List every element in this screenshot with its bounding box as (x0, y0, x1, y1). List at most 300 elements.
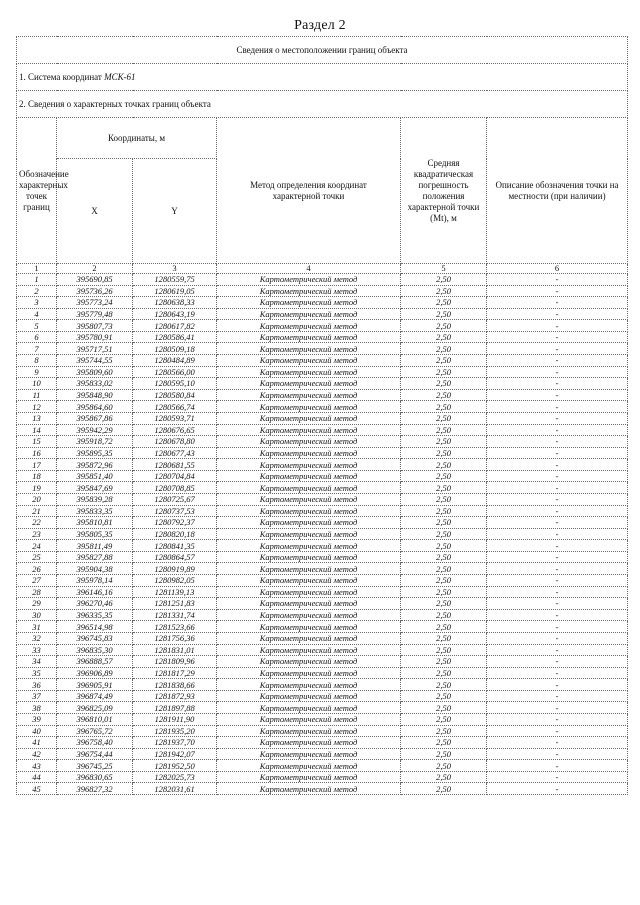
table-row (17, 667, 628, 679)
method: Картометрический метод (217, 737, 401, 749)
table-row (17, 621, 628, 633)
table-row (17, 401, 628, 413)
error: 2,50 (401, 679, 487, 691)
description: - (487, 517, 628, 529)
coord-y: 1280725,67 (133, 493, 217, 505)
table-row (17, 378, 628, 390)
column-number: 2 (57, 264, 133, 274)
table-row (17, 274, 628, 286)
point-number: 11 (17, 389, 57, 401)
coord-y: 1281872,93 (133, 690, 217, 702)
table-row (17, 459, 628, 471)
table-row (17, 528, 628, 540)
description: - (487, 470, 628, 482)
point-number: 38 (17, 702, 57, 714)
coord-y: 1280919,89 (133, 563, 217, 575)
point-number: 3 (17, 297, 57, 309)
header-description: Описание обозначения точки на местности (при наличии) (487, 118, 628, 264)
point-number: 22 (17, 517, 57, 529)
table-row (17, 470, 628, 482)
description: - (487, 412, 628, 424)
coord-y: 1281756,36 (133, 632, 217, 644)
table-row (17, 563, 628, 575)
coord-y: 1280737,53 (133, 505, 217, 517)
table-row (17, 308, 628, 320)
method: Картометрический метод (217, 771, 401, 783)
table-row (17, 598, 628, 610)
point-number: 21 (17, 505, 57, 517)
method: Картометрический метод (217, 690, 401, 702)
method: Картометрический метод (217, 783, 401, 795)
description: - (487, 690, 628, 702)
coord-x: 396835,30 (57, 644, 133, 656)
description: - (487, 274, 628, 286)
points-section-title: 2. Сведения о характерных точках границ объекта (17, 91, 628, 118)
coord-x: 396270,46 (57, 598, 133, 610)
coord-y: 1281331,74 (133, 609, 217, 621)
table-row (17, 551, 628, 563)
description: - (487, 621, 628, 633)
coord-x: 395744,55 (57, 355, 133, 367)
point-number: 34 (17, 656, 57, 668)
coord-x: 396874,49 (57, 690, 133, 702)
point-number: 37 (17, 690, 57, 702)
error: 2,50 (401, 644, 487, 656)
method: Картометрический метод (217, 424, 401, 436)
point-number: 32 (17, 632, 57, 644)
method: Картометрический метод (217, 297, 401, 309)
method: Картометрический метод (217, 320, 401, 332)
header-coordinates: Координаты, м (57, 118, 217, 159)
point-number: 6 (17, 331, 57, 343)
method: Картометрический метод (217, 459, 401, 471)
header-y: Y (133, 159, 217, 264)
coord-x: 396827,32 (57, 783, 133, 795)
coord-y: 1281937,70 (133, 737, 217, 749)
description: - (487, 505, 628, 517)
coord-x: 395780,91 (57, 331, 133, 343)
method: Картометрический метод (217, 528, 401, 540)
error: 2,50 (401, 517, 487, 529)
column-number: 4 (217, 264, 401, 274)
error: 2,50 (401, 331, 487, 343)
table-row (17, 760, 628, 772)
table-row (17, 297, 628, 309)
coord-y: 1280638,33 (133, 297, 217, 309)
error: 2,50 (401, 621, 487, 633)
point-number: 12 (17, 401, 57, 413)
error: 2,50 (401, 482, 487, 494)
description: - (487, 424, 628, 436)
coordinate-system (17, 64, 628, 91)
coord-y: 1280676,65 (133, 424, 217, 436)
table-row (17, 493, 628, 505)
coord-x: 395807,73 (57, 320, 133, 332)
method: Картометрический метод (217, 389, 401, 401)
table-title: Сведения о местоположении границ объекта (17, 37, 628, 64)
description: - (487, 343, 628, 355)
description: - (487, 656, 628, 668)
table-row (17, 285, 628, 297)
description: - (487, 563, 628, 575)
error: 2,50 (401, 436, 487, 448)
coord-y: 1280982,05 (133, 575, 217, 587)
method: Картометрический метод (217, 713, 401, 725)
coord-y: 1280677,43 (133, 447, 217, 459)
coord-y: 1280678,80 (133, 436, 217, 448)
error: 2,50 (401, 563, 487, 575)
description: - (487, 308, 628, 320)
error: 2,50 (401, 308, 487, 320)
method: Картометрический метод (217, 632, 401, 644)
error: 2,50 (401, 355, 487, 367)
error: 2,50 (401, 575, 487, 587)
point-number: 13 (17, 412, 57, 424)
description: - (487, 540, 628, 552)
method: Картометрический метод (217, 702, 401, 714)
point-number: 18 (17, 470, 57, 482)
point-number: 31 (17, 621, 57, 633)
method: Картометрический метод (217, 412, 401, 424)
method: Картометрический метод (217, 540, 401, 552)
error: 2,50 (401, 459, 487, 471)
error: 2,50 (401, 760, 487, 772)
coord-x: 396906,89 (57, 667, 133, 679)
error: 2,50 (401, 285, 487, 297)
coord-x: 395833,02 (57, 378, 133, 390)
coord-x: 396825,09 (57, 702, 133, 714)
description: - (487, 320, 628, 332)
coord-x: 395833,35 (57, 505, 133, 517)
coord-y: 1281897,88 (133, 702, 217, 714)
coord-x: 395809,60 (57, 366, 133, 378)
coord-x: 395851,40 (57, 470, 133, 482)
method: Картометрический метод (217, 748, 401, 760)
table-row (17, 355, 628, 367)
method: Картометрический метод (217, 679, 401, 691)
point-number: 17 (17, 459, 57, 471)
coord-y: 1281251,83 (133, 598, 217, 610)
coord-y: 1280681,55 (133, 459, 217, 471)
coord-y: 1280792,37 (133, 517, 217, 529)
coord-x: 396810,01 (57, 713, 133, 725)
error: 2,50 (401, 748, 487, 760)
section-heading: Раздел 2 (294, 18, 346, 33)
column-numbers-row (17, 264, 628, 274)
table-row (17, 702, 628, 714)
coord-x: 396888,57 (57, 656, 133, 668)
error: 2,50 (401, 737, 487, 749)
description: - (487, 401, 628, 413)
table-row (17, 725, 628, 737)
method: Картометрический метод (217, 493, 401, 505)
coord-y: 1280864,57 (133, 551, 217, 563)
method: Картометрический метод (217, 274, 401, 286)
description: - (487, 436, 628, 448)
coord-x: 396514,98 (57, 621, 133, 633)
table-row (17, 713, 628, 725)
method: Картометрический метод (217, 760, 401, 772)
coord-x: 395848,90 (57, 389, 133, 401)
coord-x: 395717,51 (57, 343, 133, 355)
description: - (487, 702, 628, 714)
description: - (487, 598, 628, 610)
header-error: Средняя квадратическая погрешность положения характерной точки (Mt), м (401, 118, 487, 264)
point-number: 40 (17, 725, 57, 737)
point-number: 8 (17, 355, 57, 367)
coord-y: 1280484,89 (133, 355, 217, 367)
method: Картометрический метод (217, 401, 401, 413)
coordinate-system-row (17, 64, 628, 91)
table-row (17, 679, 628, 691)
table-row (17, 748, 628, 760)
coord-x: 395736,26 (57, 285, 133, 297)
description: - (487, 459, 628, 471)
coord-x: 396905,91 (57, 679, 133, 691)
method: Картометрический метод (217, 355, 401, 367)
boundary-points-table (16, 36, 628, 795)
coord-y: 1281838,66 (133, 679, 217, 691)
description: - (487, 297, 628, 309)
table-row (17, 540, 628, 552)
error: 2,50 (401, 702, 487, 714)
coord-y: 1281942,07 (133, 748, 217, 760)
description: - (487, 482, 628, 494)
description: - (487, 632, 628, 644)
table-row (17, 389, 628, 401)
method: Картометрический метод (217, 343, 401, 355)
error: 2,50 (401, 401, 487, 413)
method: Картометрический метод (217, 609, 401, 621)
point-number: 15 (17, 436, 57, 448)
point-number: 44 (17, 771, 57, 783)
description: - (487, 667, 628, 679)
coord-y: 1281523,66 (133, 621, 217, 633)
description: - (487, 783, 628, 795)
coord-x: 395918,72 (57, 436, 133, 448)
coord-x: 395827,88 (57, 551, 133, 563)
description: - (487, 366, 628, 378)
point-number: 19 (17, 482, 57, 494)
table-row (17, 690, 628, 702)
coord-x: 396335,35 (57, 609, 133, 621)
point-number: 5 (17, 320, 57, 332)
description: - (487, 737, 628, 749)
point-number: 2 (17, 285, 57, 297)
coordinate-system-label: 1. Система координат (19, 71, 105, 82)
error: 2,50 (401, 447, 487, 459)
error: 2,50 (401, 528, 487, 540)
error: 2,50 (401, 424, 487, 436)
description: - (487, 331, 628, 343)
error: 2,50 (401, 609, 487, 621)
column-number: 3 (133, 264, 217, 274)
column-number: 5 (401, 264, 487, 274)
coord-y: 1280708,85 (133, 482, 217, 494)
coord-x: 395872,96 (57, 459, 133, 471)
method: Картометрический метод (217, 575, 401, 587)
method: Картометрический метод (217, 436, 401, 448)
header-point-id: Обозначение характерных точек границ (17, 118, 57, 264)
point-number: 9 (17, 366, 57, 378)
header-x: X (57, 159, 133, 264)
error: 2,50 (401, 366, 487, 378)
description: - (487, 609, 628, 621)
coord-y: 1280566,00 (133, 366, 217, 378)
table-row (17, 343, 628, 355)
table-row (17, 436, 628, 448)
coord-x: 395942,29 (57, 424, 133, 436)
point-number: 14 (17, 424, 57, 436)
table-row (17, 366, 628, 378)
error: 2,50 (401, 771, 487, 783)
point-number: 10 (17, 378, 57, 390)
coord-y: 1280509,18 (133, 343, 217, 355)
error: 2,50 (401, 320, 487, 332)
point-number: 36 (17, 679, 57, 691)
method: Картометрический метод (217, 563, 401, 575)
method: Картометрический метод (217, 621, 401, 633)
table-row (17, 609, 628, 621)
point-number: 7 (17, 343, 57, 355)
method: Картометрический метод (217, 285, 401, 297)
coordinate-system-value: МСК-61 (104, 71, 136, 82)
error: 2,50 (401, 713, 487, 725)
description: - (487, 748, 628, 760)
point-number: 23 (17, 528, 57, 540)
error: 2,50 (401, 274, 487, 286)
method: Картометрический метод (217, 598, 401, 610)
coord-y: 1280619,05 (133, 285, 217, 297)
table-row (17, 632, 628, 644)
coord-y: 1280820,18 (133, 528, 217, 540)
coord-y: 1281911,90 (133, 713, 217, 725)
error: 2,50 (401, 297, 487, 309)
point-number: 43 (17, 760, 57, 772)
point-number: 4 (17, 308, 57, 320)
coord-x: 395978,14 (57, 575, 133, 587)
coord-x: 396146,16 (57, 586, 133, 598)
coord-y: 1280704,84 (133, 470, 217, 482)
description: - (487, 285, 628, 297)
error: 2,50 (401, 656, 487, 668)
column-number: 1 (17, 264, 57, 274)
description: - (487, 644, 628, 656)
method: Картометрический метод (217, 551, 401, 563)
coord-y: 1281817,29 (133, 667, 217, 679)
table-row (17, 320, 628, 332)
point-number: 24 (17, 540, 57, 552)
point-number: 25 (17, 551, 57, 563)
coord-y: 1282025,73 (133, 771, 217, 783)
table-title-row (17, 37, 628, 64)
point-number: 35 (17, 667, 57, 679)
coord-x: 396745,25 (57, 760, 133, 772)
error: 2,50 (401, 505, 487, 517)
description: - (487, 679, 628, 691)
error: 2,50 (401, 540, 487, 552)
coord-x: 395805,35 (57, 528, 133, 540)
error: 2,50 (401, 690, 487, 702)
description: - (487, 493, 628, 505)
coord-y: 1280643,19 (133, 308, 217, 320)
description: - (487, 447, 628, 459)
coord-x: 396745,83 (57, 632, 133, 644)
table-row (17, 644, 628, 656)
description: - (487, 586, 628, 598)
coord-x: 395690,85 (57, 274, 133, 286)
description: - (487, 378, 628, 390)
error: 2,50 (401, 343, 487, 355)
coord-x: 395773,24 (57, 297, 133, 309)
method: Картометрический метод (217, 447, 401, 459)
error: 2,50 (401, 586, 487, 598)
coord-x: 395811,49 (57, 540, 133, 552)
method: Картометрический метод (217, 366, 401, 378)
table-row (17, 575, 628, 587)
description: - (487, 355, 628, 367)
coord-y: 1280566,74 (133, 401, 217, 413)
coord-x: 396754,44 (57, 748, 133, 760)
points-section-row (17, 91, 628, 118)
method: Картометрический метод (217, 331, 401, 343)
point-number: 41 (17, 737, 57, 749)
table-row (17, 656, 628, 668)
coord-x: 395864,60 (57, 401, 133, 413)
description: - (487, 713, 628, 725)
method: Картометрический метод (217, 586, 401, 598)
coord-y: 1281952,50 (133, 760, 217, 772)
point-number: 26 (17, 563, 57, 575)
method: Картометрический метод (217, 656, 401, 668)
point-number: 1 (17, 274, 57, 286)
method: Картометрический метод (217, 725, 401, 737)
point-number: 20 (17, 493, 57, 505)
coord-y: 1280841,35 (133, 540, 217, 552)
table-row (17, 771, 628, 783)
coord-y: 1281809,96 (133, 656, 217, 668)
point-number: 27 (17, 575, 57, 587)
description: - (487, 760, 628, 772)
coord-y: 1280593,71 (133, 412, 217, 424)
point-number: 39 (17, 713, 57, 725)
point-number: 28 (17, 586, 57, 598)
coord-x: 396830,65 (57, 771, 133, 783)
table-row (17, 505, 628, 517)
coord-x: 395810,81 (57, 517, 133, 529)
table-row (17, 447, 628, 459)
header-method: Метод определения координат характерной точки (217, 118, 401, 264)
table-row (17, 517, 628, 529)
coord-y: 1281935,20 (133, 725, 217, 737)
table-row (17, 783, 628, 795)
description: - (487, 528, 628, 540)
method: Картометрический метод (217, 667, 401, 679)
coord-y: 1280595,10 (133, 378, 217, 390)
table-row (17, 737, 628, 749)
method: Картометрический метод (217, 378, 401, 390)
error: 2,50 (401, 412, 487, 424)
point-number: 45 (17, 783, 57, 795)
table-row (17, 412, 628, 424)
error: 2,50 (401, 725, 487, 737)
method: Картометрический метод (217, 470, 401, 482)
description: - (487, 725, 628, 737)
method: Картометрический метод (217, 644, 401, 656)
coord-x: 395839,28 (57, 493, 133, 505)
point-number: 33 (17, 644, 57, 656)
error: 2,50 (401, 389, 487, 401)
